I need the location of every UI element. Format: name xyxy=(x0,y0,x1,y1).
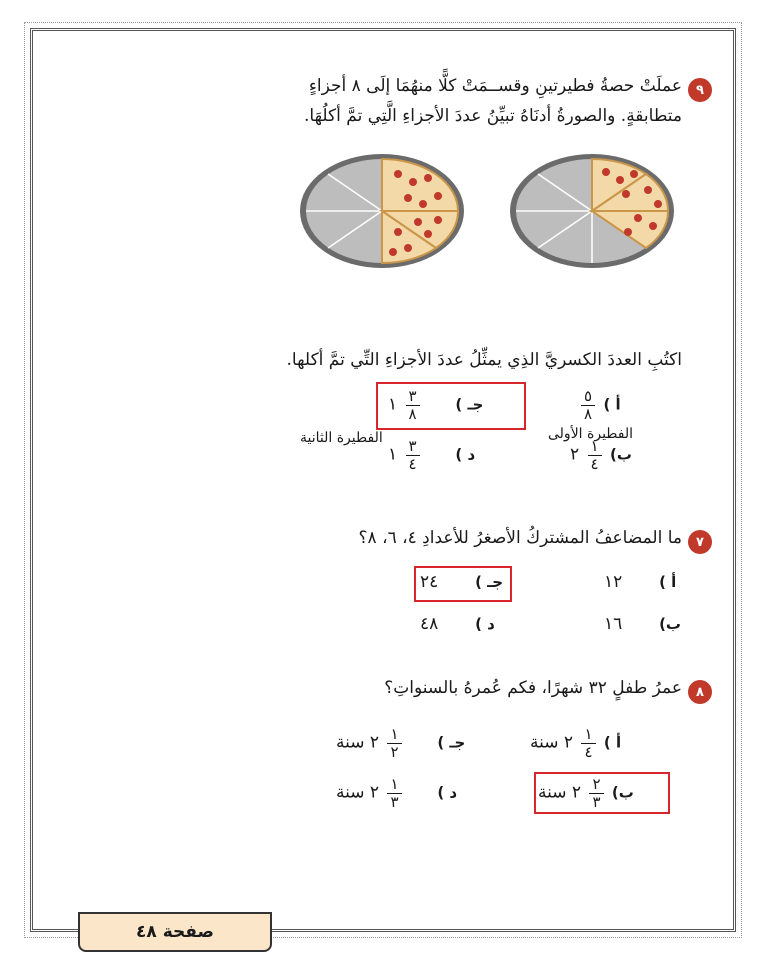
numerator: ١ xyxy=(387,776,401,794)
question-number: ٨ xyxy=(696,684,704,700)
unit-label: سنة xyxy=(336,782,365,803)
fraction xyxy=(589,776,603,810)
fraction-option-d xyxy=(388,438,475,472)
note-second-pizza: الفطيرة الثانية xyxy=(300,430,383,446)
denominator: ٤ xyxy=(590,454,599,473)
unit-label: سنة xyxy=(538,782,567,803)
whole-number: ٢ xyxy=(563,732,574,753)
option-value: ١٢ xyxy=(604,572,623,592)
numerator: ٥ xyxy=(581,388,595,406)
denominator: ٣ xyxy=(592,792,601,811)
denominator: ٨ xyxy=(408,404,417,423)
option-label: جـ ) xyxy=(437,733,466,752)
fraction xyxy=(581,388,595,422)
unit-label: سنة xyxy=(530,732,559,753)
option-label: د ) xyxy=(437,783,458,802)
option-label: أ ) xyxy=(603,733,622,752)
q7-option-b xyxy=(604,614,681,634)
fraction-option-b xyxy=(570,438,632,472)
option-value: ١٦ xyxy=(604,614,623,634)
question-number: ٩ xyxy=(696,82,704,98)
option-label: د ) xyxy=(475,615,495,633)
question-9-badge xyxy=(688,78,712,102)
denominator: ٤ xyxy=(584,742,593,761)
whole-number: ٢ xyxy=(570,444,580,465)
page-number-label: صفحة ٤٨ xyxy=(136,922,214,942)
numerator: ٣ xyxy=(406,438,420,456)
option-label: أ ) xyxy=(603,395,621,414)
q9-line1: عملَتْ حصةُ فطيرتينِ وقســمَتْ كلًّا منهُمَا إلَى ٨ أجزاءٍ xyxy=(308,76,682,96)
denominator: ٣ xyxy=(390,792,399,811)
option-label: أ ) xyxy=(659,573,677,591)
numerator: ٢ xyxy=(589,776,603,794)
denominator: ٤ xyxy=(408,454,417,473)
question-number: ٧ xyxy=(696,534,704,550)
fraction xyxy=(387,776,401,810)
numerator: ١ xyxy=(387,726,401,744)
q7-prompt: ما المضاعفُ المشتركُ الأصغرُ للأعدادِ ٤، ٦، ٨؟ xyxy=(358,528,682,548)
unit-label: سنة xyxy=(336,732,365,753)
whole-number: ١ xyxy=(388,444,398,465)
whole-number: ٢ xyxy=(369,782,380,803)
numerator: ٣ xyxy=(406,388,420,406)
q8-option-d xyxy=(336,776,457,810)
pizza-right-image xyxy=(508,152,676,270)
option-label: ب) xyxy=(659,615,682,633)
q7-option-j xyxy=(420,572,503,592)
question-8-badge xyxy=(688,680,712,704)
q8-option-j xyxy=(336,726,465,760)
option-label: جـ ) xyxy=(455,395,484,414)
note-first-pizza: الفطيرة الأولى xyxy=(548,426,634,442)
fraction xyxy=(588,438,602,472)
page-number-tab xyxy=(78,912,272,952)
fraction-question-prompt: اكتُبِ العددَ الكسريَّ الذِي يمثِّلُ عددَ الأجزاءِ التِّي تمَّ أكلها. xyxy=(286,350,682,370)
numerator: ١ xyxy=(588,438,602,456)
whole-number: ٢ xyxy=(369,732,380,753)
option-value: ٢٤ xyxy=(420,572,439,592)
fraction xyxy=(581,726,595,760)
option-value: ٤٨ xyxy=(420,614,439,634)
numerator: ١ xyxy=(581,726,595,744)
q9-line2: متطابقةٍ. والصورةُ أدنَاهُ تبيِّنُ عددَ الأجزاءِ الَّتِي تمَّ أكلُهَا. xyxy=(303,106,682,126)
option-label: د ) xyxy=(455,445,476,464)
question-7-badge xyxy=(688,530,712,554)
q7-option-d xyxy=(420,614,495,634)
fraction xyxy=(406,388,420,422)
whole-number: ١ xyxy=(388,394,398,415)
fraction xyxy=(406,438,420,472)
option-label: ب) xyxy=(611,783,634,802)
fraction-option-j xyxy=(388,388,483,422)
q8-option-a xyxy=(530,726,621,760)
q8-option-b xyxy=(538,776,634,810)
denominator: ٢ xyxy=(390,742,399,761)
denominator: ٨ xyxy=(584,404,593,423)
fraction xyxy=(387,726,401,760)
pizza-left-image xyxy=(298,152,466,270)
q8-prompt: عمرُ طفلٍ ٣٢ شهرًا، فكم عُمرهُ بالسنواتِ؟ xyxy=(384,678,682,698)
option-label: جـ ) xyxy=(475,573,504,591)
option-label: ب) xyxy=(610,445,632,464)
fraction-option-a xyxy=(578,388,621,422)
whole-number: ٢ xyxy=(571,782,582,803)
q7-option-a xyxy=(604,572,676,592)
